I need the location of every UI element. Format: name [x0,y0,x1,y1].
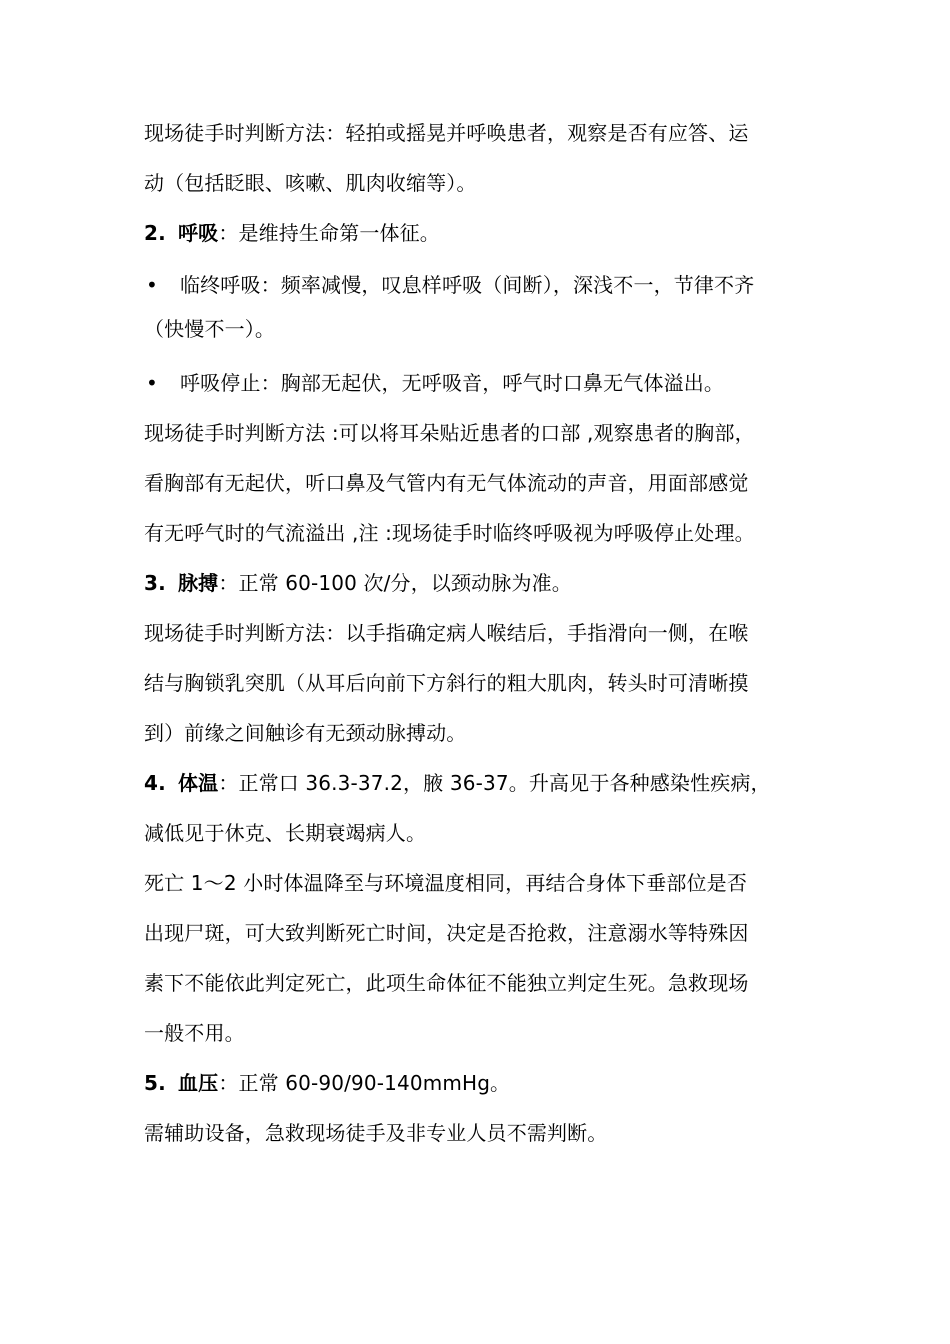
section-term: 呼吸 [178,221,219,245]
paragraph-line: 素下不能依此判定死亡，此项生命体征不能独立判定生死。急救现场 [144,971,749,995]
paragraph-line: （快慢不一）。 [144,317,276,341]
section-heading-temperature [144,758,814,808]
section-heading-pressure [144,1058,814,1108]
paragraph-line: 到）前缘之间触诊有无颈动脉搏动。 [144,721,467,745]
paragraph-line: 死亡 1～2 小时体温降至与环境温度相同，再结合身体下垂部位是否 [144,871,747,895]
paragraph-line: 一般不用。 [144,1021,245,1045]
section-heading-pulse [144,558,814,608]
section-number: 5. [144,1071,166,1095]
bullet-item [144,358,814,408]
bullet-text: 临终呼吸：频率减慢，叹息样呼吸（间断），深浅不一，节律不齐 [180,273,755,297]
paragraph-line: 现场徒手时判断方法：轻拍或摇晃并呼唤患者，观察是否有应答、运 [144,121,749,145]
bullet-text: 呼吸停止：胸部无起伏，无呼吸音，呼气时口鼻无气体溢出。 [180,371,725,395]
paragraph-line: 有无呼气时的气流溢出 ,注 :现场徒手时临终呼吸视为呼吸停止处理。 [144,521,755,545]
section-number: 3. [144,571,166,595]
bullet-icon: • [146,273,158,297]
section-term: 血压 [178,1071,219,1095]
paragraph-line: 减低见于休克、长期衰竭病人。 [144,821,427,845]
section-number: 4. [144,771,166,795]
paragraph-line: 需辅助设备，急救现场徒手及非专业人员不需判断。 [144,1121,608,1145]
paragraph-line: 结与胸锁乳突肌（从耳后向前下方斜行的粗大肌肉，转头时可清晰摸 [144,671,749,695]
section-text: ：是维持生命第一体征。 [218,221,440,245]
section-term: 脉搏 [178,571,219,595]
paragraph-line: 现场徒手时判断方法：以手指确定病人喉结后，手指滑向一侧，在喉 [144,621,749,645]
bullet-icon: • [146,371,158,395]
section-number: 2. [144,221,166,245]
section-term: 体温 [178,771,219,795]
bullet-item [144,260,814,310]
paragraph-line: 动（包括眨眼、咳嗽、肌肉收缩等）。 [144,171,477,195]
paragraph-line: 现场徒手时判断方法 :可以将耳朵贴近患者的口部 ,观察患者的胸部， [144,421,755,445]
paragraph-line: 看胸部有无起伏，听口鼻及气管内有无气体流动的声音，用面部感觉 [144,471,749,495]
section-text: ：正常 60-90/90-140mmHg。 [218,1071,511,1095]
paragraph-line: 出现尸斑，可大致判断死亡时间，决定是否抢救，注意溺水等特殊因 [144,921,749,945]
section-heading-breathing [144,208,814,258]
section-text: ：正常 60-100 次/分，以颈动脉为准。 [218,571,572,595]
section-text: ：正常口 36.3-37.2，腋 36-37。升高见于各种感染性疾病， [218,771,771,795]
document-page [144,108,814,1158]
